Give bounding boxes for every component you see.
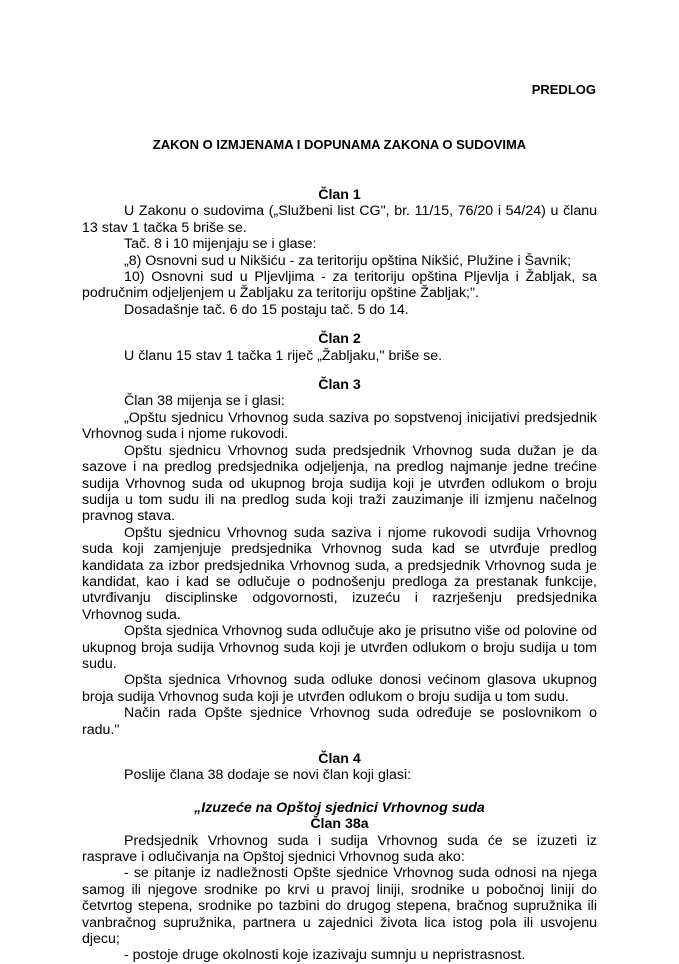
clan-38a-paragraph-2: - se pitanje iz nadležnosti Opšte sjednice Vrhovnog suda odnosi na njega samog ili njegove srodnike po krvi u pravoj liniji, srodnike u pobočnoj liniji do četvrtog stepena, srodnike po tazbini do drugog stepena, bračnog supružnika ili vanbračnog supružnika, partnera u zajednici života lica istog pola ili usvojenu djecu; [82, 865, 597, 948]
clan-3-paragraph-4: Opštu sjednicu Vrhovnog suda saziva i njome rukovodi sudija Vrhovnog suda koji zamjenjuje predsjednika Vrhovnog suda kad se utvrđuje predlog kandidata za izbor predsjednika Vrhovnog suda, a predsjednik Vrhovnog suda je kandidat, kao i kad se odlučuje o podnošenju predloga za prestanak funkcije, utvrđivanju disciplinske odgovornosti, izuzeću i razrješenju predsjednika Vrhovnog suda. [82, 524, 597, 623]
clan-3-paragraph-2: „Opštu sjednicu Vrhovnog suda saziva po sopstvenoj inicijativi predsjednik Vrhovnog suda i njome rukovodi. [82, 409, 597, 443]
law-title: ZAKON O IZMJENAMA I DOPUNAMA ZAKONA O SUDOVIMA [152, 137, 527, 152]
clan-1-paragraph-1: U Zakonu o sudovima („Službeni list CG", br. 11/15, 76/20 i 54/24) u članu 13 stav 1 tačka 5 briše se. [82, 203, 597, 236]
predlog-label: PREDLOG [531, 82, 596, 97]
clan-1-paragraph-5: Dosadašnje tač. 6 do 15 postaju tač. 5 do 14. [124, 301, 409, 318]
clan-38a-paragraph-3: - postoje druge okolnosti koje izazivaju sumnju u nepristrasnost. [124, 947, 526, 964]
clan-1-section [82, 187, 597, 964]
clan-2-heading: Član 2 [318, 331, 361, 348]
clan-4-heading: Član 4 [318, 751, 361, 767]
clan-1-paragraph-3: „8) Osnovni sud u Nikšiću - za teritoriju opština Nikšić, Plužine i Šavnik; [124, 252, 572, 269]
clan-3-paragraph-5: Opšta sjednica Vrhovnog suda odlučuje ako je prisutno više od polovine od ukupnog broja sudija Vrhovnog suda koji je utvrđen odlukom o broju sudija u tom sudu. [82, 623, 597, 672]
clan-38a-paragraph-1: Predsjednik Vrhovnog suda i sudija Vrhovnog suda će se izuzeti iz rasprave i odlučivanja na Opštoj sjednici Vrhovnog suda ako: [82, 832, 597, 866]
clan-38a-heading: Član 38a [310, 816, 369, 833]
clan-1-paragraph-2: Tač. 8 i 10 mijenjaju se i glase: [124, 236, 317, 253]
clan-1-paragraph-4: 10) Osnovni sud u Pljevljima - za teritoriju opština Pljevlja i Žabljak, sa područnim odjeljenjem u Žabljaku za teritoriju opštine Žabljak;". [82, 269, 597, 302]
clan-2-paragraph-1: U članu 15 stav 1 tačka 1 riječ „Žabljaku," briše se. [124, 347, 443, 364]
clan-3-paragraph-6: Opšta sjednica Vrhovnog suda odluke donosi većinom glasova ukupnog broja sudija Vrhovnog suda koji je utvrđen odlukom o broju sudija u tom sudu. [82, 672, 597, 705]
clan-3-paragraph-1: Član 38 mijenja se i glasi: [124, 393, 285, 410]
clan-3-paragraph-3: Opštu sjednicu Vrhovnog suda predsjednik Vrhovnog suda dužan je da sazove i na predlog predsjednika odjeljenja, na predlog najmanje jedne trećine sudija Vrhovnog suda od ukupnog broja sudija koji je utvrđen odlukom o broju sudija u tom sudu ili na predlog suda koji traži zauzimanje ili izmjenu načelnog pravnog stava. [82, 442, 597, 525]
clan-38a-title: „Izuzeće na Opštoj sjednici Vrhovnog suda [194, 799, 485, 816]
clan-4-paragraph-1: Poslije člana 38 dodaje se novi član koji glasi: [124, 767, 412, 784]
clan-3-heading: Član 3 [318, 377, 361, 394]
clan-3-paragraph-7: Način rada Opšte sjednice Vrhovnog suda određuje se poslovnikom o radu." [82, 705, 597, 738]
clan-1-heading: Član 1 [318, 187, 361, 203]
